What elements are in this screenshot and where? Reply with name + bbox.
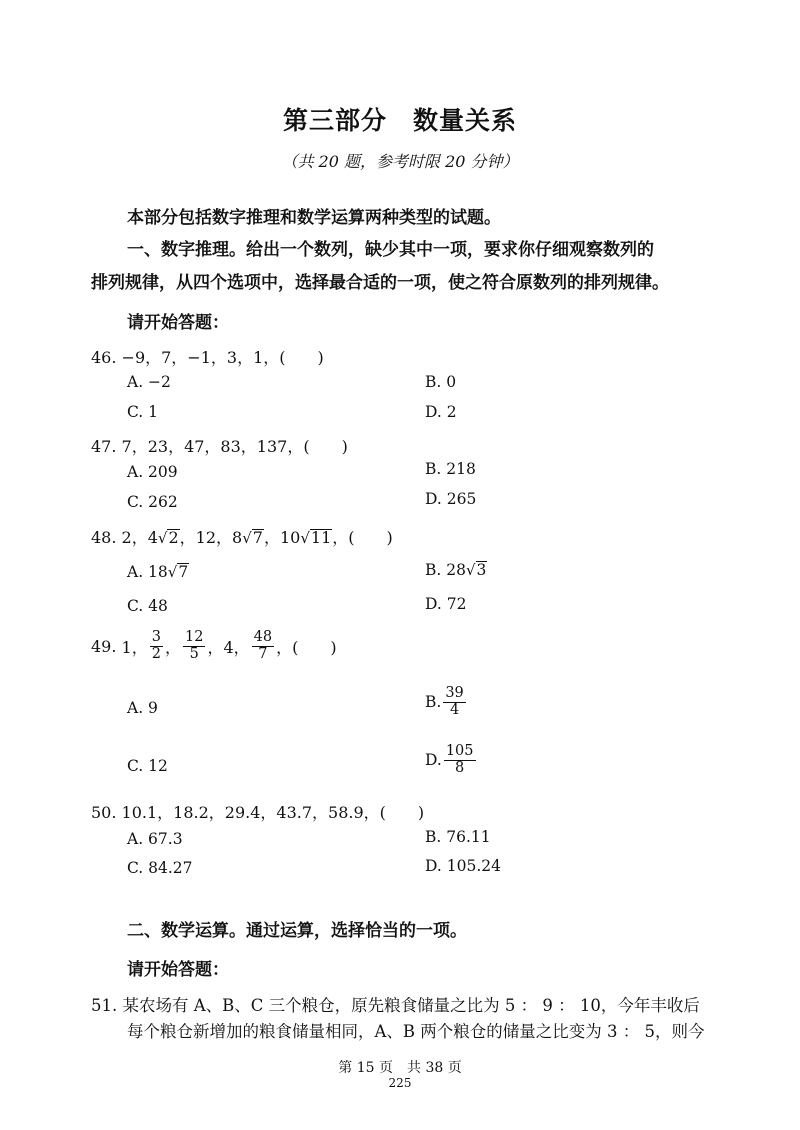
question-48-option-a-radicand: 7	[178, 563, 189, 581]
fraction-denominator: 8	[455, 759, 465, 776]
fraction-denominator: 5	[189, 645, 199, 662]
question-48-option-b-radicand: 3	[476, 561, 487, 579]
question-48-option-c: C. 48	[127, 597, 168, 615]
question-48-option-d: D. 72	[425, 595, 467, 613]
question-47-stem: 47. 7，23，47，83，137，( )	[91, 437, 348, 456]
question-49-text-1: 1，	[121, 637, 148, 657]
question-48-option-a-prefix: A. 18	[127, 563, 168, 581]
question-47-option-d: D. 265	[425, 490, 477, 508]
fraction	[150, 630, 163, 663]
fraction	[252, 630, 274, 663]
question-49-stem: 49. 1， $\frac{3}{2}$ ， $\frac{12}{5}$ ，4， $\frac{48}{7}$ ，( )	[91, 629, 337, 662]
fraction-numerator: 3	[151, 629, 161, 645]
question-50-option-a: A. 67.3	[127, 830, 183, 848]
question-49-option-d-prefix: D.	[425, 751, 442, 770]
section2-heading: 二、数学运算。通过运算，选择恰当的一项。	[127, 921, 467, 941]
question-49-option-b	[425, 686, 468, 719]
fraction-numerator: 12	[184, 629, 204, 645]
question-49-option-d	[425, 744, 478, 777]
fraction	[443, 686, 465, 719]
sqrt-sign-icon: √	[167, 563, 178, 581]
fraction-denominator: 2	[151, 645, 161, 662]
fraction	[444, 744, 476, 777]
question-48-radicand-2: 7	[252, 528, 263, 547]
question-48-option-b-prefix: B. 28	[425, 561, 466, 579]
fraction-denominator: 7	[258, 645, 268, 662]
question-48-text-1: 2，4	[121, 528, 158, 547]
question-48-text-2: ，12，8	[179, 528, 243, 547]
question-48-stem	[91, 525, 393, 548]
question-49-number: 49.	[91, 636, 117, 656]
page-footer: 第 15 页 共 38 页	[338, 1060, 462, 1076]
page-title: 第三部分 数量关系	[282, 106, 517, 135]
question-46-option-d: D. 2	[425, 403, 457, 421]
fraction-denominator: 4	[449, 701, 460, 718]
question-51-line1: 51. 某农场有 A、B、C 三个粮仓，原先粮食储量之比为 5 ： 9 ： 10，今年丰收后	[91, 996, 700, 1015]
question-50-stem: 50. 10.1，18.2，29.4，43.7，58.9，( )	[91, 803, 425, 822]
question-46-option-b: B. 0	[425, 373, 457, 391]
start-label-2: 请开始答题：	[127, 960, 229, 980]
question-49-option-c: C. 12	[127, 757, 168, 775]
section1-line2: 排列规律，从四个选项中，选择最合适的一项，使之符合原数列的排列规律。	[91, 273, 669, 293]
question-48-option-b	[425, 561, 487, 579]
sqrt-sign-icon: √	[157, 529, 168, 547]
sqrt-sign-icon: √	[465, 561, 476, 579]
fraction-numerator: 48	[253, 629, 273, 645]
question-50-option-d: D. 105.24	[425, 857, 501, 875]
question-49-option-a: A. 9	[127, 699, 158, 717]
question-48-radicand-3: 11	[310, 528, 332, 547]
question-50-option-c: C. 84.27	[127, 859, 193, 877]
start-label-1: 请开始答题：	[127, 313, 229, 333]
page-number: 225	[388, 1076, 412, 1090]
question-49-text-3: ，( )	[276, 637, 337, 657]
page-subtitle: （共 20 题，参考时限 20 分钟）	[281, 152, 519, 171]
question-48-text-3: ，10	[263, 528, 301, 547]
question-47-option-b: B. 218	[425, 460, 476, 478]
sqrt-sign-icon: √	[300, 529, 310, 547]
question-46-stem: 46. −9，7，−1，3，1，( )	[91, 348, 324, 367]
question-48-number: 48.	[91, 528, 117, 547]
fraction-numerator: 39	[445, 685, 464, 701]
fraction-numerator: 105	[445, 743, 474, 759]
question-48-option-a	[127, 563, 189, 581]
question-46-option-c: C. 1	[127, 403, 159, 421]
question-48-radicand-1: 2	[168, 528, 179, 547]
sqrt-sign-icon: √	[242, 529, 252, 547]
question-51-line2: 每个粮仓新增加的粮食储量相同，A、B 两个粮仓的储量之比变为 3 ： 5，则今	[127, 1022, 705, 1041]
section1-line1: 一、数字推理。给出一个数列，缺少其中一项，要求你仔细观察数列的	[127, 240, 654, 260]
question-46-option-a: A. −2	[127, 373, 171, 391]
question-49-text-2: ，4，	[207, 637, 250, 657]
question-49-option-b-prefix: B.	[425, 693, 442, 712]
question-48-text-4: ，( )	[332, 528, 393, 547]
question-50-option-b: B. 76.11	[425, 828, 491, 846]
intro-text: 本部分包括数字推理和数学运算两种类型的试题。	[127, 208, 501, 228]
fraction	[183, 630, 205, 663]
question-47-option-c: C. 262	[127, 493, 178, 511]
question-47-option-a: A. 209	[127, 463, 178, 481]
